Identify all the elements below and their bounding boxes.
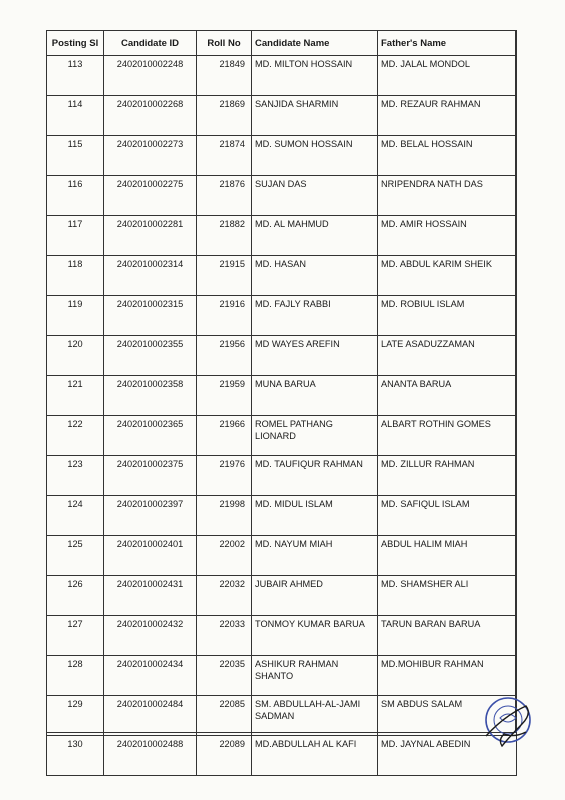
- cell-fathers-name: MD. JALAL MONDOL: [378, 56, 517, 96]
- table-row: [47, 616, 517, 656]
- table-row: [47, 696, 517, 736]
- cell-roll-no: 21915: [197, 256, 252, 296]
- cell-posting-sl: 128: [47, 656, 104, 696]
- cell-roll-no: 22035: [197, 656, 252, 696]
- cell-posting-sl: 116: [47, 176, 104, 216]
- cell-candidate-id: 2402010002355: [104, 336, 197, 376]
- cell-candidate-id: 2402010002314: [104, 256, 197, 296]
- cell-posting-sl: 121: [47, 376, 104, 416]
- table-row: [47, 576, 517, 616]
- cell-candidate-id: 2402010002281: [104, 216, 197, 256]
- cell-fathers-name: NRIPENDRA NATH DAS: [378, 176, 517, 216]
- cell-fathers-name: SM ABDUS SALAM: [378, 696, 517, 736]
- cell-fathers-name: MD. REZAUR RAHMAN: [378, 96, 517, 136]
- table-row: [47, 736, 517, 776]
- cell-fathers-name: MD. SHAMSHER ALI: [378, 576, 517, 616]
- candidate-table: [46, 30, 517, 776]
- cell-fathers-name: LATE ASADUZZAMAN: [378, 336, 517, 376]
- table-row: [47, 376, 517, 416]
- cell-candidate-name: MD. TAUFIQUR RAHMAN: [252, 456, 378, 496]
- cell-candidate-id: 2402010002275: [104, 176, 197, 216]
- cell-roll-no: 22085: [197, 696, 252, 736]
- cell-roll-no: 21876: [197, 176, 252, 216]
- cell-posting-sl: 118: [47, 256, 104, 296]
- cell-candidate-name: ASHIKUR RAHMAN SHANTO: [252, 656, 378, 696]
- cell-candidate-id: 2402010002365: [104, 416, 197, 456]
- cell-candidate-name: MD. AL MAHMUD: [252, 216, 378, 256]
- cell-candidate-id: 2402010002268: [104, 96, 197, 136]
- cell-fathers-name: MD. SAFIQUL ISLAM: [378, 496, 517, 536]
- cell-roll-no: 21976: [197, 456, 252, 496]
- cell-fathers-name: ALBART ROTHIN GOMES: [378, 416, 517, 456]
- cell-roll-no: 21882: [197, 216, 252, 256]
- cell-roll-no: 22089: [197, 736, 252, 776]
- cell-roll-no: 21966: [197, 416, 252, 456]
- cell-candidate-id: 2402010002273: [104, 136, 197, 176]
- cell-candidate-id: 2402010002431: [104, 576, 197, 616]
- cell-candidate-name: MD WAYES AREFIN: [252, 336, 378, 376]
- cell-candidate-name: MD.ABDULLAH AL KAFI: [252, 736, 378, 776]
- cell-candidate-id: 2402010002358: [104, 376, 197, 416]
- table-row: [47, 136, 517, 176]
- cell-posting-sl: 125: [47, 536, 104, 576]
- cell-candidate-name: ROMEL PATHANG LIONARD: [252, 416, 378, 456]
- cell-roll-no: 22002: [197, 536, 252, 576]
- cell-posting-sl: 117: [47, 216, 104, 256]
- cell-fathers-name: ABDUL HALIM MIAH: [378, 536, 517, 576]
- cell-roll-no: 21959: [197, 376, 252, 416]
- cell-candidate-name: TONMOY KUMAR BARUA: [252, 616, 378, 656]
- cell-candidate-name: SANJIDA SHARMIN: [252, 96, 378, 136]
- cell-fathers-name: ANANTA BARUA: [378, 376, 517, 416]
- cell-candidate-name: MD. MILTON HOSSAIN: [252, 56, 378, 96]
- header-candidate-id: Candidate ID: [104, 31, 197, 56]
- table-row: [47, 96, 517, 136]
- table-row: [47, 336, 517, 376]
- header-candidate-name: Candidate Name: [252, 31, 378, 56]
- table-row: [47, 56, 517, 96]
- cell-candidate-id: 2402010002484: [104, 696, 197, 736]
- cell-candidate-name: MD. NAYUM MIAH: [252, 536, 378, 576]
- cell-candidate-name: MD. MIDUL ISLAM: [252, 496, 378, 536]
- header-roll-no: Roll No: [197, 31, 252, 56]
- cell-fathers-name: TARUN BARAN BARUA: [378, 616, 517, 656]
- cell-candidate-id: 2402010002432: [104, 616, 197, 656]
- cell-candidate-name: SUJAN DAS: [252, 176, 378, 216]
- cell-roll-no: 21849: [197, 56, 252, 96]
- cell-candidate-id: 2402010002375: [104, 456, 197, 496]
- cell-candidate-name: MD. HASAN: [252, 256, 378, 296]
- cell-fathers-name: MD. ABDUL KARIM SHEIK: [378, 256, 517, 296]
- cell-candidate-id: 2402010002248: [104, 56, 197, 96]
- cell-posting-sl: 122: [47, 416, 104, 456]
- table-row: [47, 256, 517, 296]
- cell-candidate-id: 2402010002488: [104, 736, 197, 776]
- cell-roll-no: 21956: [197, 336, 252, 376]
- cell-roll-no: 22033: [197, 616, 252, 656]
- cell-candidate-name: MUNA BARUA: [252, 376, 378, 416]
- cell-fathers-name: MD. AMIR HOSSAIN: [378, 216, 517, 256]
- table-row: [47, 416, 517, 456]
- cell-candidate-id: 2402010002401: [104, 536, 197, 576]
- cell-posting-sl: 124: [47, 496, 104, 536]
- cell-fathers-name: MD. BELAL HOSSAIN: [378, 136, 517, 176]
- table-row: [47, 656, 517, 696]
- cell-posting-sl: 127: [47, 616, 104, 656]
- cell-fathers-name: MD. JAYNAL ABEDIN: [378, 736, 517, 776]
- cell-fathers-name: MD. ZILLUR RAHMAN: [378, 456, 517, 496]
- header-posting-sl: Posting Sl: [47, 31, 104, 56]
- table-row: [47, 456, 517, 496]
- table-row: [47, 536, 517, 576]
- cell-roll-no: 21998: [197, 496, 252, 536]
- cell-roll-no: 21874: [197, 136, 252, 176]
- cell-posting-sl: 119: [47, 296, 104, 336]
- cell-posting-sl: 114: [47, 96, 104, 136]
- cell-posting-sl: 123: [47, 456, 104, 496]
- cell-posting-sl: 126: [47, 576, 104, 616]
- cell-roll-no: 22032: [197, 576, 252, 616]
- table-row: [47, 216, 517, 256]
- official-seal-icon: [478, 688, 548, 758]
- cell-candidate-name: MD. SUMON HOSSAIN: [252, 136, 378, 176]
- cell-candidate-name: JUBAIR AHMED: [252, 576, 378, 616]
- table-row: [47, 296, 517, 336]
- table-row: [47, 176, 517, 216]
- cell-fathers-name: MD. ROBIUL ISLAM: [378, 296, 517, 336]
- table-header-row: [47, 31, 517, 56]
- cell-roll-no: 21916: [197, 296, 252, 336]
- cell-candidate-name: MD. FAJLY RABBI: [252, 296, 378, 336]
- cell-candidate-id: 2402010002397: [104, 496, 197, 536]
- cell-posting-sl: 120: [47, 336, 104, 376]
- cell-posting-sl: 130: [47, 736, 104, 776]
- cell-candidate-id: 2402010002315: [104, 296, 197, 336]
- cell-fathers-name: MD.MOHIBUR RAHMAN: [378, 656, 517, 696]
- cell-posting-sl: 115: [47, 136, 104, 176]
- cell-roll-no: 21869: [197, 96, 252, 136]
- table-row: [47, 496, 517, 536]
- cell-posting-sl: 113: [47, 56, 104, 96]
- cell-candidate-name: SM. ABDULLAH-AL-JAMI SADMAN: [252, 696, 378, 736]
- cell-candidate-id: 2402010002434: [104, 656, 197, 696]
- cell-posting-sl: 129: [47, 696, 104, 736]
- header-fathers-name: Father's Name: [378, 31, 517, 56]
